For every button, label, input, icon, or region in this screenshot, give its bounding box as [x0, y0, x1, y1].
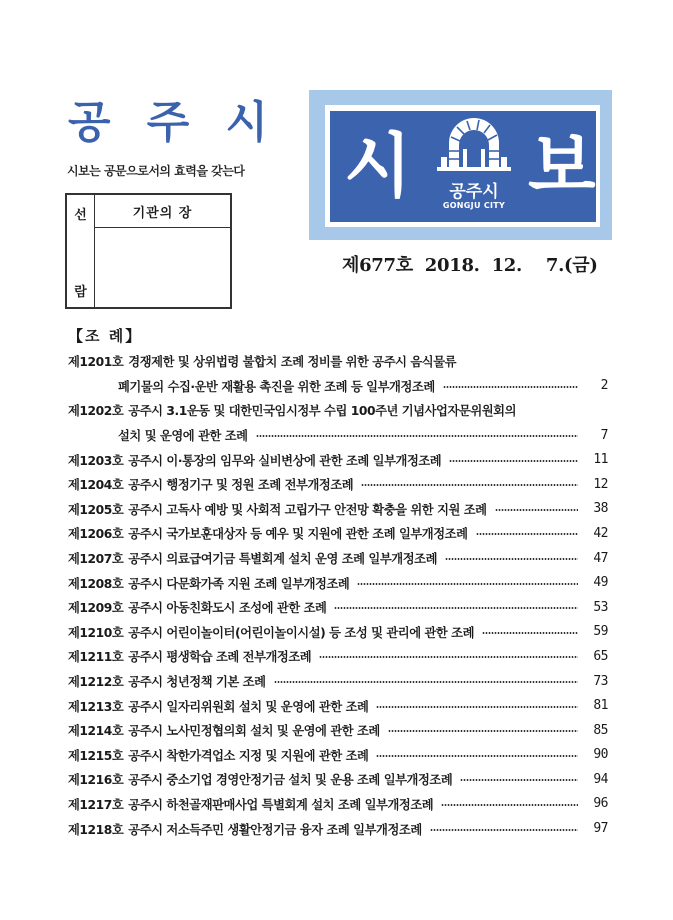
leader-dots — [460, 779, 578, 781]
city-title — [68, 86, 268, 150]
toc-page: 65 — [593, 648, 608, 664]
toc-number: 제1203호 — [68, 453, 124, 468]
toc-number: 제1201호 — [68, 355, 124, 370]
toc-list — [68, 349, 608, 841]
leader-dots — [443, 386, 578, 388]
toc-title: 공주시 다문화가족 지원 조례 일부개정조례 — [128, 576, 350, 591]
distribution-header: 기관의 장 — [95, 195, 230, 228]
toc-entry[interactable] — [68, 398, 608, 447]
toc-title-cont: 폐기물의 수집·운반 재활용 촉진을 위한 조례 등 일부개정조례 — [118, 379, 435, 394]
toc-title: 공주시 이·통장의 임무와 실비변상에 관한 조례 일부개정조례 — [128, 453, 442, 468]
toc-number: 제1202호 — [68, 404, 124, 419]
toc-page: 73 — [593, 673, 608, 689]
toc-page: 42 — [593, 525, 608, 541]
toc-entry[interactable] — [68, 570, 608, 595]
emblem-english-name: GONGJU CITY — [442, 201, 506, 210]
toc-entry[interactable] — [68, 497, 608, 522]
toc-entry[interactable] — [68, 349, 608, 398]
toc-page: 11 — [593, 452, 608, 468]
leader-dots — [376, 706, 578, 708]
toc-title: 공주시 일자리위원회 설치 및 운영에 관한 조례 — [128, 699, 369, 714]
toc-page: 90 — [593, 747, 608, 763]
toc-entry[interactable] — [68, 718, 608, 743]
toc-number: 제1207호 — [68, 552, 124, 567]
leader-dots — [430, 829, 578, 831]
toc-title: 공주시 의료급여기금 특별회계 설치 운영 조례 일부개정조례 — [128, 552, 438, 567]
toc-entry[interactable] — [68, 472, 608, 497]
toc-entry[interactable] — [68, 743, 608, 768]
toc-entry[interactable] — [68, 521, 608, 546]
section-title: 【조 례】 — [68, 327, 143, 345]
toc-page: 47 — [593, 550, 608, 566]
toc-title: 공주시 중소기업 경영안정기금 설치 및 운용 조례 일부개정조례 — [128, 773, 453, 788]
leader-dots — [319, 656, 578, 658]
toc-title: 공주시 평생학습 조례 전부개정조례 — [128, 650, 312, 665]
toc-title: 공주시 국가보훈대상자 등 예우 및 지원에 관한 조례 일부개정조례 — [128, 527, 468, 542]
toc-entry[interactable] — [68, 644, 608, 669]
distribution-label-bottom: 람 — [74, 285, 87, 300]
toc-number: 제1212호 — [68, 675, 124, 690]
emblem-korean-name: 공주시 — [449, 182, 499, 202]
toc-page: 49 — [593, 575, 608, 591]
toc-entry[interactable] — [68, 620, 608, 645]
leader-dots — [476, 533, 578, 535]
logo-frame — [325, 105, 600, 227]
gongju-emblem — [419, 115, 529, 225]
toc-title: 공주시 아동친화도시 조성에 관한 조례 — [128, 601, 327, 616]
toc-number: 제1216호 — [68, 773, 124, 788]
toc-page: 85 — [593, 722, 608, 738]
toc-entry[interactable] — [68, 595, 608, 620]
arch-gate-icon — [419, 115, 529, 179]
toc-entry[interactable] — [68, 669, 608, 694]
toc-page: 59 — [593, 624, 608, 640]
toc-title-cont: 설치 및 운영에 관한 조례 — [118, 429, 248, 444]
leader-dots — [482, 632, 578, 634]
toc-title: 공주시 저소득주민 생활안정기금 융자 조례 일부개정조례 — [128, 822, 422, 837]
toc-number: 제1205호 — [68, 502, 124, 517]
toc-number: 제1206호 — [68, 527, 124, 542]
toc-title: 공주시 하천골재판매사업 특별회계 설치 조례 일부개정조례 — [128, 797, 434, 812]
logo-panel — [330, 111, 596, 222]
toc-title: 공주시 착한가격업소 지정 및 지원에 관한 조례 — [128, 748, 369, 763]
toc-page: 38 — [593, 501, 608, 517]
leader-dots — [441, 804, 578, 806]
toc-number: 제1211호 — [68, 650, 124, 665]
toc-number: 제1208호 — [68, 576, 124, 591]
toc-page: 12 — [593, 476, 608, 492]
toc-number: 제1214호 — [68, 724, 124, 739]
toc-title: 공주시 고독사 예방 및 사회적 고립가구 안전망 확충을 위한 지원 조례 — [128, 502, 487, 517]
toc-page: 81 — [593, 698, 608, 714]
toc-title: 경쟁제한 및 상위법령 불합치 조례 정비를 위한 공주시 음식물류 — [128, 355, 457, 370]
leader-dots — [357, 583, 578, 585]
sibo-logo — [309, 90, 612, 240]
toc-number: 제1215호 — [68, 748, 124, 763]
toc-page: 7 — [600, 427, 608, 443]
toc-page: 97 — [593, 821, 608, 837]
toc-entry[interactable] — [68, 546, 608, 571]
distribution-label-top: 선 — [74, 208, 87, 223]
leader-dots — [449, 460, 578, 462]
toc-number: 제1218호 — [68, 822, 124, 837]
logo-char-si: 시 — [344, 125, 412, 207]
city-title-char: 시 — [225, 97, 268, 148]
logo-char-bo: 보 — [528, 125, 596, 207]
toc-number: 제1213호 — [68, 699, 124, 714]
toc-number: 제1217호 — [68, 797, 124, 812]
toc-entry[interactable] — [68, 816, 608, 841]
leader-dots — [388, 730, 578, 732]
toc-title: 공주시 청년정책 기본 조례 — [128, 675, 266, 690]
leader-dots — [256, 435, 578, 437]
toc-number: 제1204호 — [68, 478, 124, 493]
toc-entry[interactable] — [68, 693, 608, 718]
leader-dots — [334, 607, 578, 609]
toc-entry[interactable] — [68, 792, 608, 817]
leader-dots — [274, 681, 578, 683]
leader-dots — [445, 558, 578, 560]
toc-title: 공주시 노사민정협의회 설치 및 운영에 관한 조례 — [128, 724, 380, 739]
distribution-table — [65, 193, 232, 309]
legal-note: 시보는 공문으로서의 효력을 갖는다 — [67, 164, 245, 178]
toc-title: 공주시 어린이놀이터(어린이놀이시설) 등 조성 및 관리에 관한 조례 — [128, 625, 475, 640]
leader-dots — [495, 509, 578, 511]
toc-page: 2 — [600, 378, 608, 394]
leader-dots — [376, 755, 578, 757]
leader-dots — [361, 484, 578, 486]
toc-page: 96 — [593, 796, 608, 812]
distribution-label-column — [67, 195, 95, 307]
toc-entry[interactable] — [68, 447, 608, 472]
toc-number: 제1210호 — [68, 625, 124, 640]
issue-number-date: 제677호 2018. 12. 7.(금) — [342, 255, 598, 276]
toc-entry[interactable] — [68, 767, 608, 792]
toc-number: 제1209호 — [68, 601, 124, 616]
city-title-char: 공 — [68, 97, 111, 148]
toc-page: 94 — [593, 771, 608, 787]
toc-page: 53 — [593, 599, 608, 615]
toc-title: 공주시 3.1운동 및 대한민국임시정부 수립 100주년 기념사업자문위원회의 — [128, 404, 517, 419]
toc-title: 공주시 행정기구 및 정원 조례 전부개정조례 — [128, 478, 354, 493]
city-title-char: 주 — [146, 97, 190, 148]
